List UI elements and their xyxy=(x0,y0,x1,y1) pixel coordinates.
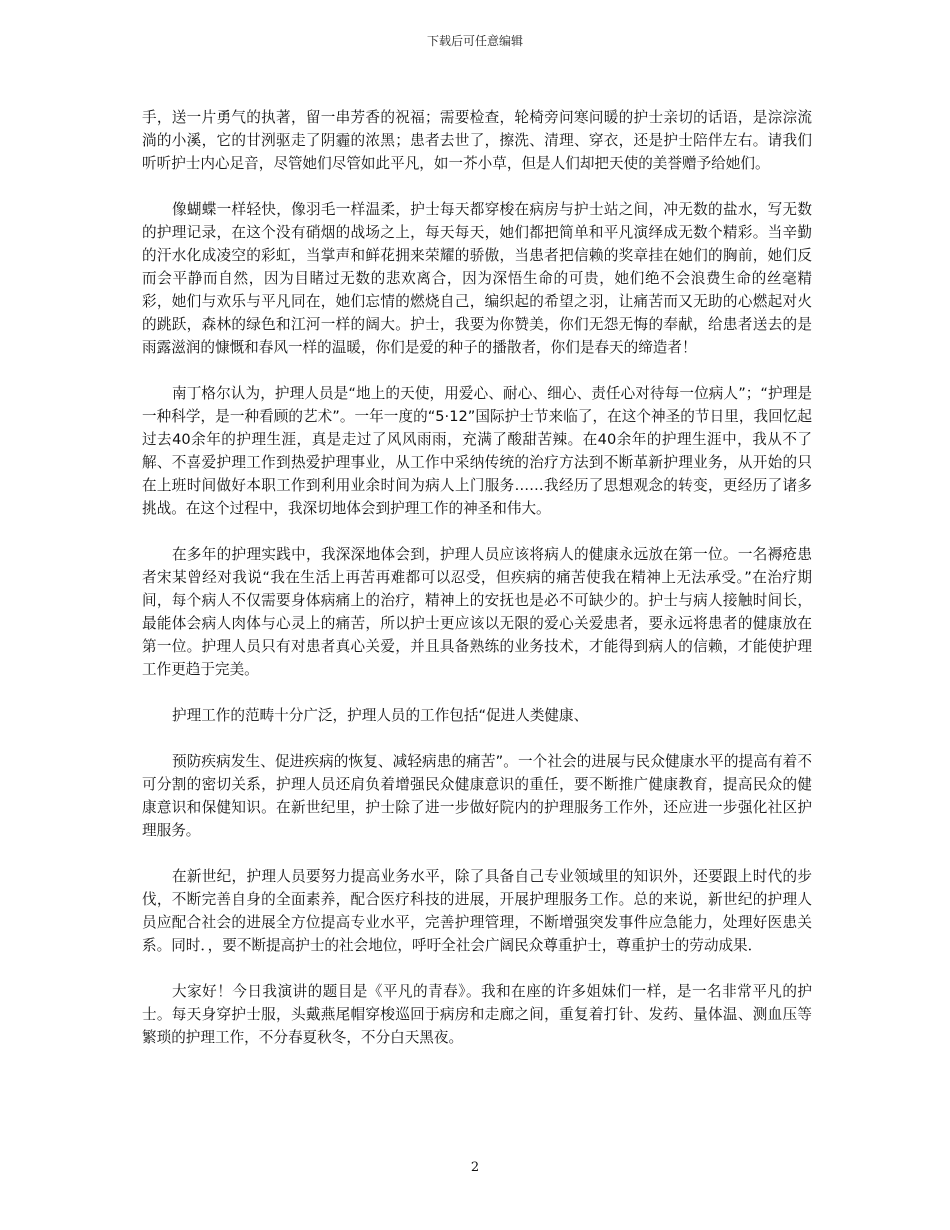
document-body xyxy=(142,106,812,1072)
page-number: 2 xyxy=(470,1160,480,1175)
paragraph: 南丁格尔认为，护理人员是“地上的天使，用爱心、耐心、细心、责任心对待每一位病人”；“护理是一种科学，是一种看顾的艺术”。一年一度的“5·12”国际护士节来临了，在这个神圣的节日里，我回忆起过去40余年的护理生涯，真是走过了风风雨雨，充满了酸甜苦辣。在40余年的护理生涯中，我从不了解、不喜爱护理工作到热爱护理事业，从工作中采纳传统的治疗方法到不断革新护理业务，从开始的只在上班时间做好本职工作到利用业余时间为病人上门服务……我经历了思想观念的转变，更经历了诸多挑战。在这个过程中，我深切地体会到护理工作的神圣和伟大。 xyxy=(142,385,812,517)
page-header: 下载后可任意编辑 xyxy=(426,34,523,48)
paragraph: 在新世纪，护理人员要努力提高业务水平，除了具备自己专业领域里的知识外，还要跟上时代的步伐，不断完善自身的全面素养，配合医疗科技的进展，开展护理服务工作。总的来说，新世纪的护理人员应配合社会的进展全方位提高专业水平，完善护理管理，不断增强突发事件应急能力，处理好医患关系。同时．，要不断提高护士的社会地位，呼吁全社会广阔民众尊重护士，尊重护士的劳动成果． xyxy=(142,868,812,954)
paragraph: 预防疾病发生、促进疾病的恢复、减轻病患的痛苦”。一个社会的进展与民众健康水平的提高有着不可分割的密切关系，护理人员还肩负着增强民众健康意识的重任，要不断推广健康教育，提高民众的健康意识和保健知识。在新世纪里，护士除了进一步做好院内的护理服务工作外，还应进一步强化社区护理服务。 xyxy=(142,753,812,839)
paragraph: 大家好！今日我演讲的题目是《平凡的青春》。我和在座的许多姐妹们一样，是一名非常平凡的护士。每天身穿护士服，头戴燕尾帽穿梭巡回于病房和走廊之间，重复着打针、发药、量体温、测血压等繁琐的护理工作，不分春夏秋冬，不分白天黑夜。 xyxy=(142,983,812,1046)
paragraph: 在多年的护理实践中，我深深地体会到，护理人员应该将病人的健康永远放在第一位。一名褥疮患者宋某曾经对我说“我在生活上再苦再难都可以忍受，但疾病的痛苦使我在精神上无法承受。”在治疗期间，每个病人不仅需要身体病痛上的治疗，精神上的安抚也是必不可缺少的。护士与病人接触时间长，最能体会病人肉体与心灵上的痛苦，所以护士更应该以无限的爱心关爱患者，要永远将患者的健康放在第一位。护理人员只有对患者真心关爱，并且具备熟练的业务技术，才能得到病人的信赖，才能使护理工作更趋于完美。 xyxy=(142,546,812,678)
paragraph: 手，送一片勇气的执著，留一串芳香的祝福；需要检查，轮椅旁问寒问暖的护士亲切的话语，是淙淙流淌的小溪，它的甘洌驱走了阴霾的浓黑；患者去世了，擦洗、清理、穿衣，还是护士陪伴左右。请我们听听护士内心足音，尽管她们尽管如此平凡，如一芥小草，但是人们却把天使的美誉赠予给她们。 xyxy=(142,109,812,172)
paragraph: 护理工作的范畴十分广泛，护理人员的工作包括“促进人类健康、 xyxy=(172,707,589,724)
paragraph: 像蝴蝶一样轻快，像羽毛一样温柔，护士每天都穿梭在病房与护士站之间，冲无数的盐水，写无数的护理记录，在这个没有硝烟的战场之上，每天每天，她们都把简单和平凡演绎成无数个精彩。当辛勤的汗水化成凌空的彩虹，当掌声和鲜花拥来荣耀的骄傲，当患者把信赖的奖章挂在她们的胸前，她们反而会平静而自然，因为目睹过无数的悲欢离合，因为深悟生命的可贵，她们绝不会浪费生命的丝毫精彩，她们与欢乐与平凡同在，她们忘情的燃烧自己，编织起的希望之羽，让痛苦而又无助的心燃起对火的跳跃，森林的绿色和江河一样的阔大。护士，我要为你赞美，你们无怨无悔的奉献，给患者送去的是雨露滋润的慷慨和春风一样的温暖，你们是爱的种子的播散者，你们是春天的缔造者！ xyxy=(142,201,812,356)
